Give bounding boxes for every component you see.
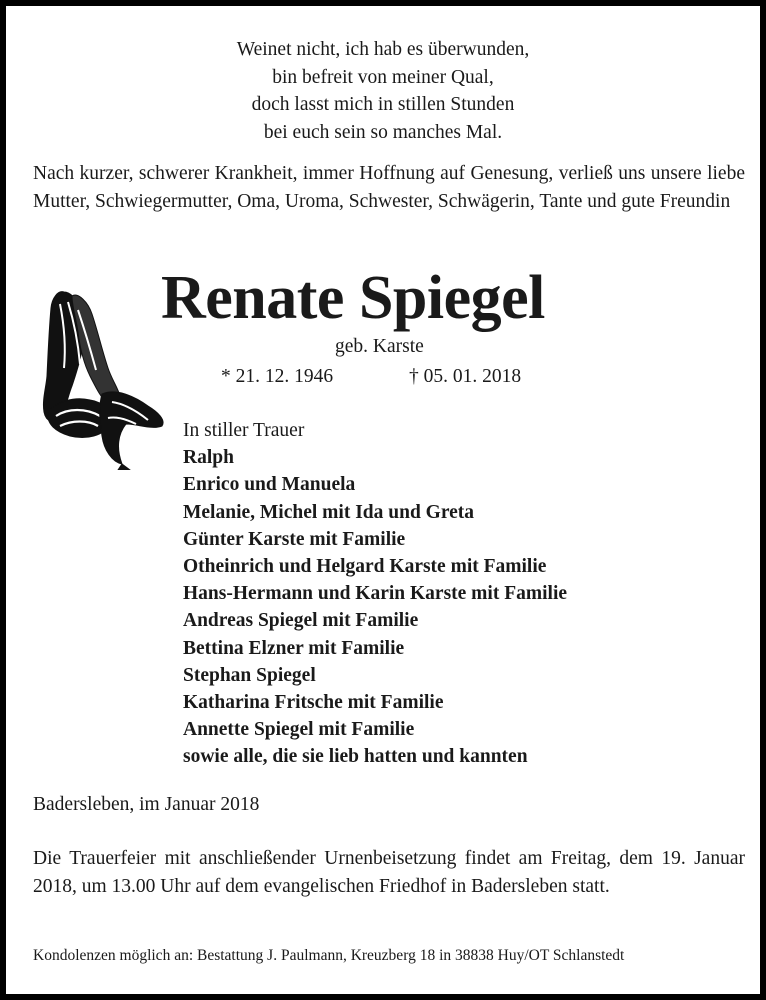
list-item: Günter Karste mit Familie	[183, 528, 406, 550]
poem-line: bin befreit von meiner Qual,	[272, 66, 494, 88]
list-item: Hans-Hermann und Karin Karste mit Familie	[183, 583, 568, 605]
place-date: Badersleben, im Januar 2018	[33, 794, 260, 815]
list-item: Katharina Fritsche mit Familie	[183, 692, 444, 714]
list-item: Annette Spiegel mit Familie	[183, 719, 415, 741]
mourners-list	[183, 417, 567, 771]
list-item: Melanie, Michel mit Ida und Greta	[183, 501, 475, 523]
obituary-notice	[6, 6, 760, 994]
poem-line: bei euch sein so manches Mal.	[263, 121, 503, 143]
praying-hands-icon	[38, 284, 170, 470]
list-item: Andreas Spiegel mit Familie	[183, 610, 419, 632]
list-item: sowie alle, die sie lieb hatten und kannten	[183, 746, 528, 768]
intro-text: Nach kurzer, schwerer Krankheit, immer Hoffnung auf Genesung, verließ uns unsere liebe Mutter, Schwiegermutter, Oma, Uroma, Schwester, Schwägerin, Tante und gute Freundin	[33, 163, 745, 212]
mourners-heading: In stiller Trauer	[183, 420, 305, 441]
list-item: Enrico und Manuela	[183, 474, 356, 496]
deceased-name: Renate Spiegel	[161, 264, 545, 332]
poem-line: Weinet nicht, ich hab es überwunden,	[236, 39, 530, 60]
poem-line: doch lasst mich in stillen Stunden	[251, 94, 515, 115]
poem	[0, 36, 766, 146]
death-date: † 05. 01. 2018	[409, 366, 522, 387]
list-item: Otheinrich und Helgard Karste mit Familie	[183, 556, 547, 578]
service-details: Die Trauerfeier mit anschließender Urnenbeisetzung findet am Freitag, dem 19. Januar 2018, um 13.00 Uhr auf dem evangelischen Friedhof in Badersleben statt.	[33, 848, 745, 897]
condolence-info: Kondolenzen möglich an: Bestattung J. Paulmann, Kreuzberg 18 in 38838 Huy/OT Schlanstedt	[33, 947, 625, 964]
list-item: Bettina Elzner mit Familie	[183, 637, 405, 659]
list-item: Ralph	[183, 447, 234, 469]
birth-date: * 21. 12. 1946	[221, 366, 334, 387]
birth-name: geb. Karste	[335, 336, 424, 357]
list-item: Stephan Spiegel	[183, 664, 316, 686]
